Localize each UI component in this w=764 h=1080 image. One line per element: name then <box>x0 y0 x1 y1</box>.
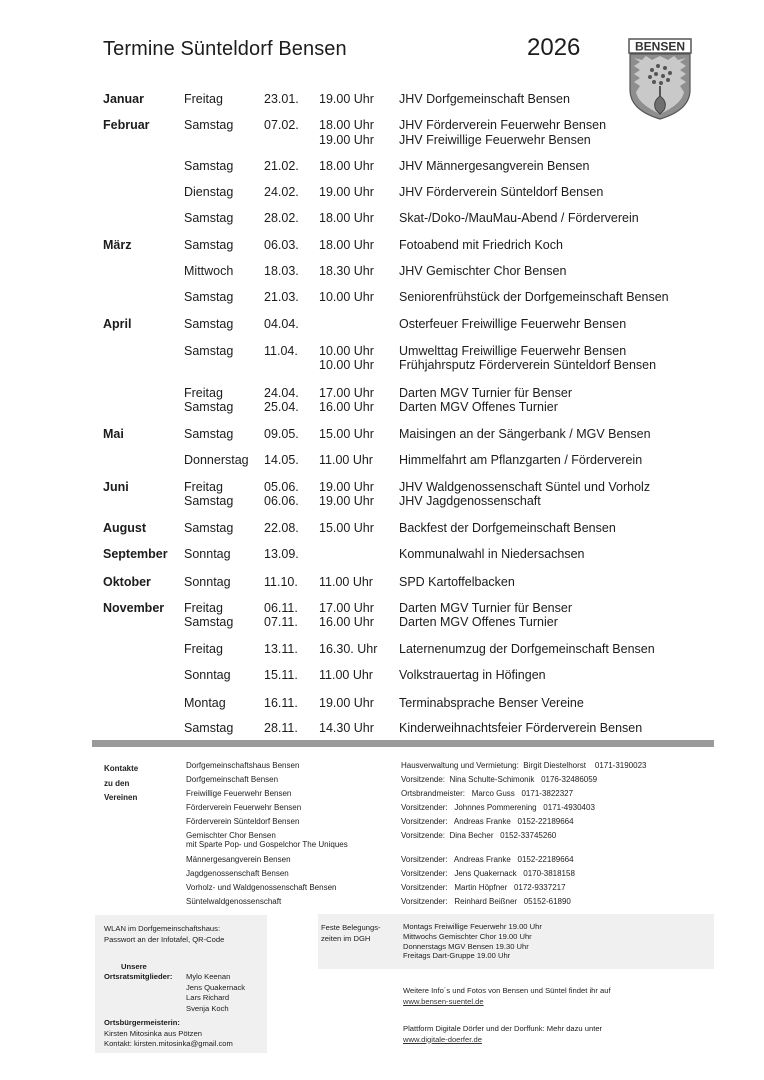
dgh-label-line: zeiten im DGH <box>321 933 371 943</box>
dgh-time-item: Montags Freiwillige Feuerwehr 19.00 Uhr <box>403 922 542 931</box>
mayor-info <box>104 1018 233 1050</box>
event-date: 28.11. <box>264 721 298 735</box>
wlan-line: Passwort an der Infotafel, QR-Code <box>104 934 225 944</box>
event-weekday: Montag <box>184 696 226 710</box>
event-date: 28.02. <box>264 211 299 225</box>
event-title: Darten MGV Turnier für Benser <box>399 386 572 400</box>
event-time: 17.00 Uhr <box>319 386 374 400</box>
contact-person: Vorsitzender: Jens Quakernack 0170-3818158 <box>401 869 575 878</box>
contacts-heading-line: Kontakte <box>104 764 139 773</box>
event-title: Frühjahrsputz Förderverein Sünteldorf Bensen <box>399 358 657 372</box>
contacts-heading-line: Vereinen <box>104 793 138 802</box>
event-date: 06.06. <box>264 494 299 508</box>
dgh-label-line: Feste Belegungs- <box>321 923 381 932</box>
event-time: 18.00 Uhr <box>319 211 374 225</box>
event-title: Backfest der Dorfgemeinschaft Bensen <box>399 521 616 535</box>
event-time: 19.00 Uhr <box>319 494 374 508</box>
event-date: 06.03. <box>264 238 299 252</box>
event-weekday: Samstag <box>184 238 234 252</box>
event-date: 21.02. <box>264 159 299 173</box>
event-date: 15.11. <box>264 668 298 682</box>
contact-person: Vorsitzender: Johnnes Pommerening 0171-4930403 <box>401 803 595 812</box>
contact-club: Gemischter Chor Bensen <box>186 831 276 840</box>
event-date: 18.03. <box>264 264 299 278</box>
event-title: Kommunalwahl in Niedersachsen <box>399 547 585 561</box>
page-title: Termine Sünteldorf Bensen <box>103 38 347 60</box>
contact-club: Dorfgemeinschaftshaus Bensen <box>186 761 300 770</box>
contact-club: Freiwillige Feuerwehr Bensen <box>186 789 292 798</box>
crest-logo-icon <box>628 38 692 120</box>
event-time: 15.00 Uhr <box>319 427 374 441</box>
dgh-times-label <box>321 923 381 944</box>
event-date: 13.11. <box>264 642 298 656</box>
event-date: 24.04. <box>264 386 299 400</box>
event-title: Skat-/Doko-/MauMau-Abend / Förderverein <box>399 211 639 225</box>
event-month: August <box>103 521 147 535</box>
event-date: 11.04. <box>264 344 298 358</box>
dgh-times-list <box>403 922 542 961</box>
contact-person: Vorsitzender: Martin Höpfner 0172-9337217 <box>401 883 566 892</box>
event-title: Maisingen an der Sängerbank / MGV Bensen <box>399 427 651 441</box>
contact-club: Förderverein Sünteldorf Bensen <box>186 817 300 826</box>
mayor-label: Ortsbürgermeisterin: <box>104 1018 180 1027</box>
event-weekday: Samstag <box>184 494 234 508</box>
event-time: 18.00 Uhr <box>319 238 374 252</box>
council-label: Unsere <box>121 962 147 971</box>
event-weekday: Sonntag <box>184 668 231 682</box>
info-link-block <box>403 986 611 1007</box>
event-date: 06.11. <box>264 601 298 615</box>
event-title: JHV Freiwillige Feuerwehr Bensen <box>399 133 591 147</box>
event-weekday: Samstag <box>184 118 234 132</box>
platform-link-block <box>403 1024 602 1045</box>
event-title: JHV Förderverein Sünteldorf Bensen <box>399 185 604 199</box>
event-weekday: Freitag <box>184 601 223 615</box>
event-time: 19.00 Uhr <box>319 185 374 199</box>
dgh-time-item: Mittwochs Gemischter Chor 19.00 Uhr <box>403 931 532 941</box>
event-time: 14.30 Uhr <box>319 721 374 735</box>
contact-club: Förderverein Feuerwehr Bensen <box>186 803 302 812</box>
contact-person: Vorsitzender: Reinhard Beißner 05152-61890 <box>401 897 571 906</box>
event-time: 19.00 Uhr <box>319 696 374 710</box>
event-time: 11.00 Uhr <box>319 453 373 467</box>
event-time: 18.30 Uhr <box>319 264 374 278</box>
event-title: SPD Kartoffelbacken <box>399 575 515 589</box>
digitale-doerfer-link[interactable]: www.digitale-doerfer.de <box>403 1034 482 1044</box>
section-divider <box>92 740 714 747</box>
event-date: 04.04. <box>264 317 299 331</box>
event-date: 07.11. <box>264 615 298 629</box>
event-title: Seniorenfrühstück der Dorfgemeinschaft Bensen <box>399 290 669 304</box>
event-weekday: Samstag <box>184 521 234 535</box>
event-time: 11.00 Uhr <box>319 575 373 589</box>
contact-person: Ortsbrandmeister: Marco Guss 0171-3822327 <box>401 789 574 798</box>
event-date: 25.04. <box>264 400 299 414</box>
event-title: Fotoabend mit Friedrich Koch <box>399 238 563 252</box>
platform-link-text: Plattform Digitale Dörfer und der Dorffunk: Mehr dazu unter <box>403 1024 603 1033</box>
event-month: Februar <box>103 118 150 132</box>
contact-club: Jagdgenossenschaft Bensen <box>186 869 289 878</box>
event-date: 07.02. <box>264 118 299 132</box>
event-time: 17.00 Uhr <box>319 601 374 615</box>
contact-club-subline: mit Sparte Pop- und Gospelchor The Uniques <box>186 840 348 849</box>
event-month: Juni <box>103 480 129 494</box>
event-time: 11.00 Uhr <box>319 668 373 682</box>
contact-person: Vorsitzender: Andreas Franke 0152-22189664 <box>401 855 574 864</box>
event-title: Darten MGV Turnier für Benser <box>399 601 572 615</box>
event-date: 09.05. <box>264 427 299 441</box>
event-date: 23.01. <box>264 92 299 106</box>
event-title: JHV Waldgenossenschaft Süntel und Vorholz <box>399 480 651 494</box>
event-date: 13.09. <box>264 547 299 561</box>
contacts-heading-line: zu den <box>104 778 130 788</box>
event-time: 10.00 Uhr <box>319 344 374 358</box>
event-time: 19.00 Uhr <box>319 133 374 147</box>
event-weekday: Donnerstag <box>184 453 249 467</box>
contact-person: Vorsitzende: Dina Becher 0152-33745260 <box>401 831 557 840</box>
event-title: JHV Jagdgenossenschaft <box>399 494 541 508</box>
event-month: Januar <box>103 92 144 106</box>
event-month: September <box>103 547 168 561</box>
event-title: Laternenumzug der Dorfgemeinschaft Bensen <box>399 642 655 656</box>
council-member: Jens Quakernack <box>186 982 246 992</box>
dgh-time-item: Donnerstags MGV Bensen 19.30 Uhr <box>403 941 529 951</box>
event-weekday: Sonntag <box>184 547 231 561</box>
event-title: Himmelfahrt am Pflanzgarten / Förderverein <box>399 453 643 467</box>
event-date: 21.03. <box>264 290 299 304</box>
event-title: JHV Dorfgemeinschaft Bensen <box>399 92 570 106</box>
event-weekday: Samstag <box>184 159 234 173</box>
event-title: JHV Männergesangverein Bensen <box>399 159 590 173</box>
event-month: November <box>103 601 165 615</box>
event-title: Umwelttag Freiwillige Feuerwehr Bensen <box>399 344 627 358</box>
event-weekday: Freitag <box>184 92 223 106</box>
event-weekday: Samstag <box>184 721 234 735</box>
event-weekday: Sonntag <box>184 575 231 589</box>
event-weekday: Freitag <box>184 386 223 400</box>
event-time: 10.00 Uhr <box>319 290 374 304</box>
contact-club: Männergesangverein Bensen <box>186 855 291 864</box>
event-date: 05.06. <box>264 480 299 494</box>
event-title: Darten MGV Offenes Turnier <box>399 615 558 629</box>
event-time: 18.00 Uhr <box>319 118 374 132</box>
contact-person: Vorsitzende: Nina Schulte-Schimonik 0176-32486059 <box>401 775 598 784</box>
event-title: JHV Förderverein Feuerwehr Bensen <box>399 118 607 132</box>
info-link-text: Weitere Info´s und Fotos von Bensen und Süntel findet ihr auf <box>403 986 611 995</box>
event-date: 22.08. <box>264 521 299 535</box>
contact-club: Vorholz- und Waldgenossenschaft Bensen <box>186 883 337 892</box>
event-month: Oktober <box>103 575 151 589</box>
event-title: Terminabsprache Benser Vereine <box>399 696 584 710</box>
mayor-name: Kirsten Mitosinka aus Pötzen <box>104 1028 202 1038</box>
event-weekday: Samstag <box>184 211 234 225</box>
wlan-line: WLAN im Dorfgemeinschaftshaus: <box>104 924 221 933</box>
council-label: Ortsratsmitglieder: <box>104 972 173 981</box>
event-title: Volkstrauertag in Höfingen <box>399 668 546 682</box>
event-time: 16.00 Uhr <box>319 400 374 414</box>
event-time: 16.30. Uhr <box>319 642 378 656</box>
event-time: 10.00 Uhr <box>319 358 374 372</box>
event-weekday: Samstag <box>184 615 234 629</box>
event-date: 16.11. <box>264 696 298 710</box>
event-weekday: Samstag <box>184 290 234 304</box>
event-date: 24.02. <box>264 185 299 199</box>
event-time: 19.00 Uhr <box>319 92 374 106</box>
contacts-heading <box>104 762 138 806</box>
dgh-time-item: Freitags Dart-Gruppe 19.00 Uhr <box>403 951 511 961</box>
event-date: 14.05. <box>264 453 299 467</box>
event-title: Kinderweihnachtsfeier Förderverein Bensen <box>399 721 643 735</box>
event-weekday: Dienstag <box>184 185 234 199</box>
event-time: 16.00 Uhr <box>319 615 374 629</box>
event-weekday: Freitag <box>184 642 223 656</box>
contact-club: Dorfgemeinschaft Bensen <box>186 775 279 784</box>
council-member: Mylo Keenan <box>186 972 231 981</box>
bensen-suentel-link[interactable]: www.bensen-suentel.de <box>403 996 484 1006</box>
event-weekday: Samstag <box>184 427 234 441</box>
wlan-info <box>104 924 224 945</box>
council-member: Lars Richard <box>186 993 230 1002</box>
mayor-contact[interactable]: Kontakt: kirsten.mitosinka@gmail.com <box>104 1039 233 1048</box>
contact-person: Vorsitzender: Andreas Franke 0152-22189664 <box>401 817 574 826</box>
event-month: Mai <box>103 427 124 441</box>
event-time: 19.00 Uhr <box>319 480 374 494</box>
event-date: 11.10. <box>264 575 298 589</box>
event-time: 15.00 Uhr <box>319 521 374 535</box>
event-month: April <box>103 317 132 331</box>
event-weekday: Freitag <box>184 480 223 494</box>
event-weekday: Samstag <box>184 400 234 414</box>
contact-club: Süntelwaldgenossenschaft <box>186 897 282 906</box>
event-weekday: Samstag <box>184 344 234 358</box>
event-weekday: Samstag <box>184 317 234 331</box>
event-month: März <box>103 238 132 252</box>
crest-label: BENSEN <box>634 39 686 54</box>
year-label: 2026 <box>527 34 581 61</box>
council-member: Svenja Koch <box>186 1003 229 1013</box>
event-title: JHV Gemischter Chor Bensen <box>399 264 567 278</box>
event-title: Darten MGV Offenes Turnier <box>399 400 558 414</box>
contact-person: Hausverwaltung und Vermietung: Birgit Diestelhorst 0171-3190023 <box>401 761 647 770</box>
event-weekday: Mittwoch <box>184 264 234 278</box>
event-title: Osterfeuer Freiwillige Feuerwehr Bensen <box>399 317 627 331</box>
event-time: 18.00 Uhr <box>319 159 374 173</box>
council-members <box>186 972 245 1014</box>
